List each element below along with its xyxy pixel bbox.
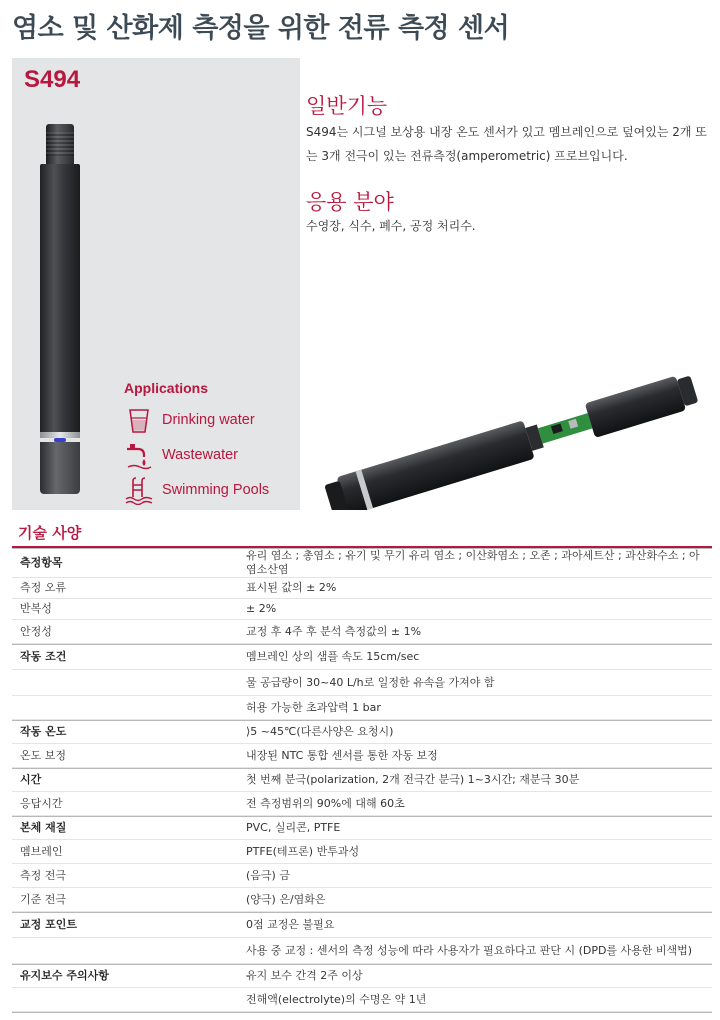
- table-row: [12, 938, 712, 964]
- spec-label: 유지보수 주의사항: [20, 969, 109, 982]
- spec-table: [12, 548, 712, 1012]
- table-row: [12, 988, 712, 1012]
- spec-label: 측정 전극: [20, 868, 67, 882]
- spec-label: 온도 보정: [20, 748, 67, 762]
- spec-value: 교정 후 4주 후 분석 측정값의 ± 1%: [246, 624, 422, 638]
- spec-value: 유지 보수 간격 2주 이상: [246, 969, 363, 982]
- applications-list: [124, 380, 294, 509]
- spec-value: 사용 중 교정 : 센서의 측정 성능에 따라 사용자가 필요하다고 판단 시 (DPD를 사용한 비색법): [246, 943, 693, 957]
- table-row: [12, 696, 712, 720]
- spec-value: 전해액(electrolyte)의 수명은 약 1년: [246, 992, 427, 1006]
- spec-label: 교정 포인트: [20, 918, 77, 931]
- application-label: Drinking water: [162, 412, 255, 428]
- spec-label: [12, 938, 246, 963]
- spec-label: 측정 오류: [20, 581, 67, 594]
- application-label: Wastewater: [162, 447, 239, 463]
- swimming-pool-icon: [124, 475, 154, 505]
- spec-label: 작동 온도: [20, 725, 67, 738]
- drinking-glass-icon: [124, 405, 154, 435]
- table-row: [12, 768, 712, 792]
- wastewater-faucet-icon: [124, 440, 154, 470]
- general-line-2: 는 3개 전극이 있는 전류측정(amperometric) 프로브입니다.: [306, 149, 628, 163]
- spec-value: 허용 가능한 초과압력 1 bar: [246, 700, 381, 714]
- table-row: [12, 720, 712, 744]
- table-row: [12, 644, 712, 670]
- spec-value: 표시된 값의 ± 2%: [246, 581, 337, 594]
- spec-value: 유리 염소 ; 총염소 ; 유기 및 무기 유리 염소 ; 이산화염소 ; 오존 ; 과아세트산 ; 과산화수소 ; 아염소산염: [246, 549, 700, 576]
- probe-image: [40, 124, 80, 498]
- applications-title: Applications: [124, 380, 209, 396]
- spec-value: 멤브레인 상의 샘플 속도 15cm/sec: [246, 650, 420, 663]
- spec-value: ⟩5 ~45℃(다른사양은 요청시): [246, 725, 394, 738]
- spec-value: 첫 번째 분극(polarization, 2개 전극간 분극) 1~3시간; 재분극 30분: [246, 773, 580, 786]
- spec-value: 내장된 NTC 통합 센서를 통한 자동 보정: [246, 748, 438, 762]
- spec-label: 측정항목: [20, 556, 63, 569]
- application-label: Swimming Pools: [162, 482, 270, 498]
- general-heading: 일반기능: [306, 94, 388, 118]
- spec-label: 안정성: [20, 624, 52, 638]
- application-area-text: 수영장, 식수, 폐수, 공정 처리수.: [306, 219, 476, 233]
- table-row: [12, 599, 712, 620]
- spec-value: PVC, 실리콘, PTFE: [246, 821, 341, 834]
- product-panel: [12, 58, 300, 510]
- table-row: [12, 912, 712, 938]
- list-item: [124, 404, 294, 436]
- spec-label: 시간: [20, 773, 42, 786]
- spec-label: 본체 재질: [20, 821, 67, 834]
- spec-label: 멤브레인: [20, 844, 63, 858]
- spec-label: 기준 전극: [20, 892, 67, 906]
- table-row: [12, 792, 712, 816]
- divider: [12, 1012, 712, 1013]
- spec-label: [12, 670, 246, 695]
- table-row: [12, 670, 712, 696]
- application-area-heading: 응용 분야: [306, 190, 394, 214]
- spec-label: 반복성: [20, 602, 52, 615]
- table-row: [12, 964, 712, 988]
- spec-label: [12, 696, 246, 719]
- general-line-1: S494는 시그널 보상용 내장 온도 센서가 있고 멤브레인으로 덮여있는 2개 또: [306, 125, 707, 139]
- model-code: S494: [24, 66, 81, 93]
- table-row: [12, 816, 712, 840]
- sensor-photo: [300, 350, 710, 510]
- spec-value: 전 측정범위의 90%에 대해 60초: [246, 796, 405, 810]
- table-row: [12, 578, 712, 599]
- spec-value: PTFE(테프론) 반투과성: [246, 844, 360, 858]
- spec-value: (양극) 은/염화은: [246, 892, 326, 906]
- spec-title: 기술 사양: [18, 524, 82, 542]
- spec-value: 0점 교정은 불필요: [246, 918, 335, 931]
- spec-value: (음극) 금: [246, 868, 290, 882]
- table-row: [12, 744, 712, 768]
- spec-label: 응답시간: [20, 796, 63, 810]
- table-row: [12, 888, 712, 912]
- spec-value: ± 2%: [246, 602, 277, 615]
- spec-label: 작동 조건: [20, 650, 67, 663]
- page-title: 염소 및 산화제 측정을 위한 전류 측정 센서: [12, 13, 510, 44]
- spec-label: [12, 988, 246, 1011]
- table-row: [12, 840, 712, 864]
- table-row: [12, 620, 712, 644]
- spec-value: 물 공급량이 30~40 L/h로 일정한 유속을 가져야 함: [246, 675, 495, 689]
- list-item: [124, 474, 294, 506]
- list-item: [124, 439, 294, 471]
- table-row: [12, 864, 712, 888]
- table-row: [12, 548, 712, 578]
